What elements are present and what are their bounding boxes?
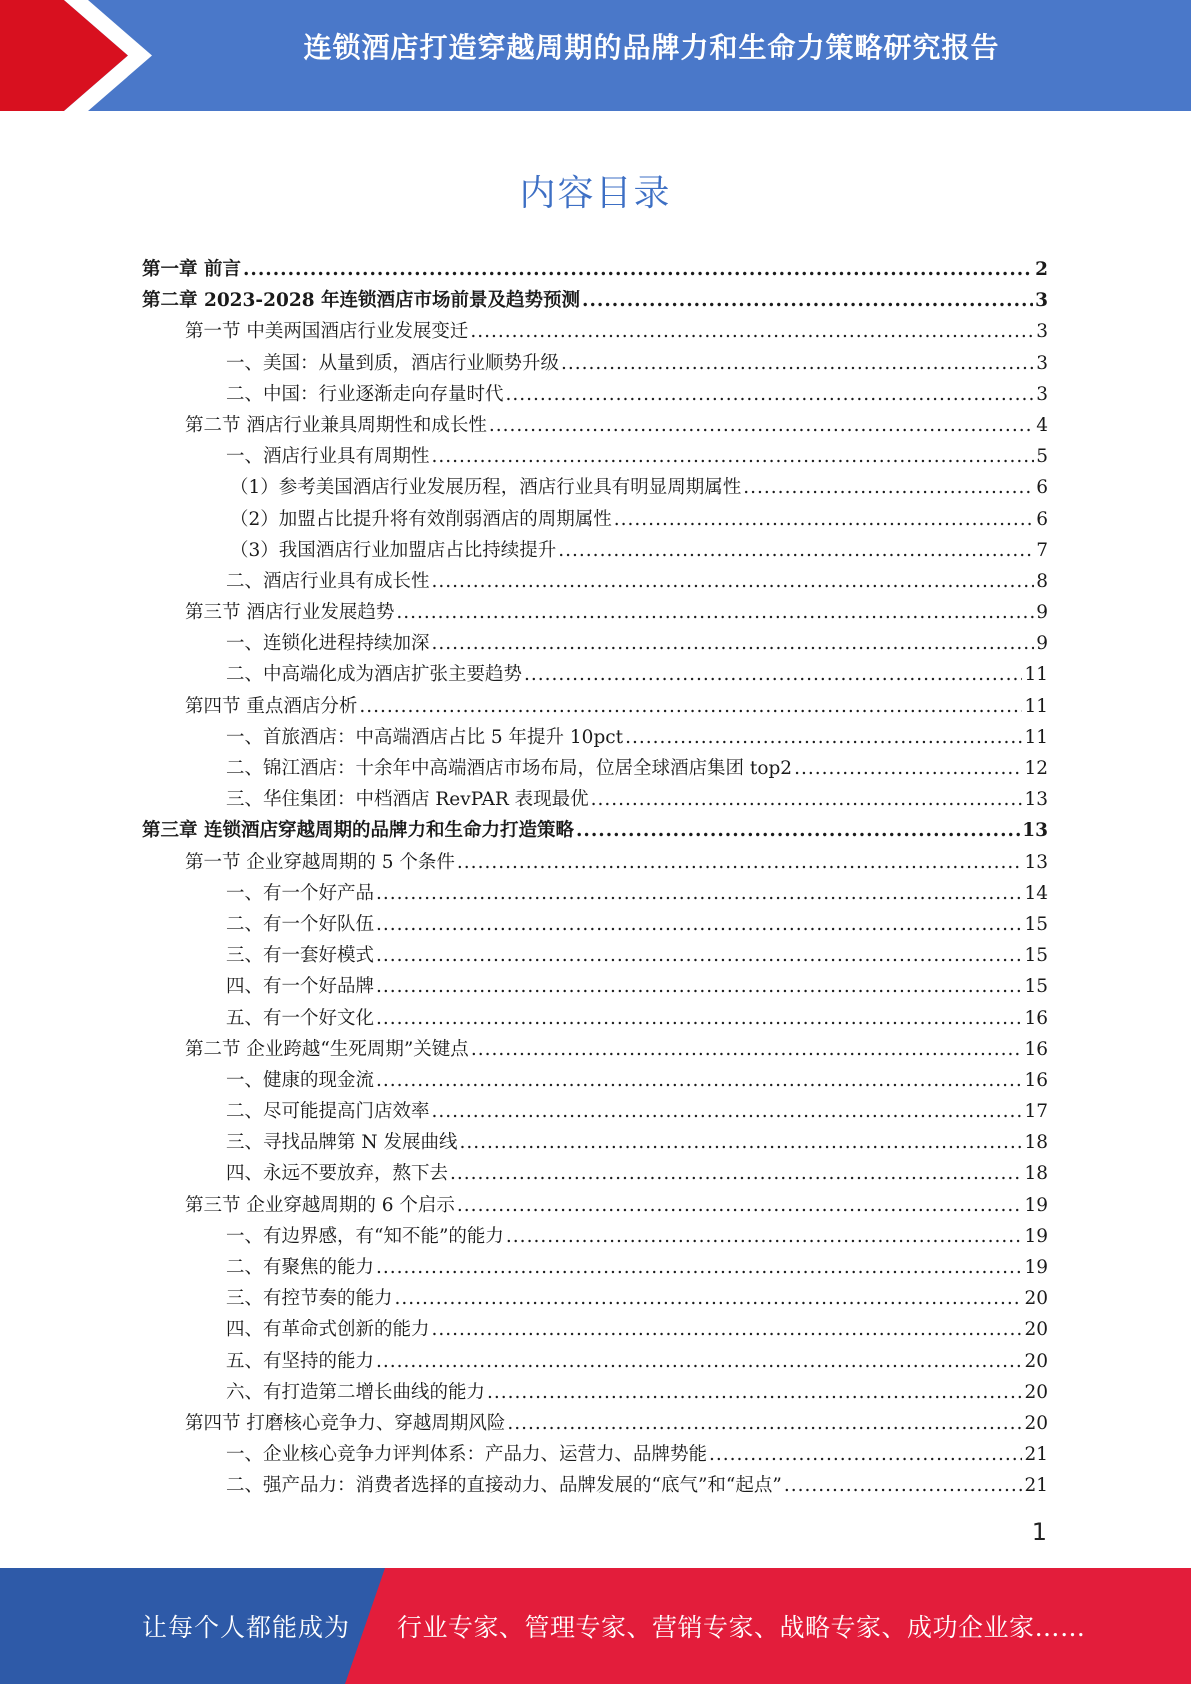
toc-dot-leader — [471, 1034, 1023, 1065]
toc-entry-page: 17 — [1024, 1101, 1048, 1123]
toc-entry-title: 二、尽可能提高门店效率 — [226, 1101, 430, 1123]
toc-entry[interactable] — [142, 504, 1048, 535]
toc-entry-page: 16 — [1024, 1069, 1048, 1091]
toc-entry-page: 13 — [1022, 820, 1048, 842]
header-banner — [0, 0, 1191, 111]
toc-entry[interactable] — [142, 784, 1048, 815]
toc-dot-leader — [395, 1283, 1023, 1314]
toc-entry-page: 15 — [1024, 913, 1048, 935]
toc-dot-leader — [784, 1470, 1023, 1501]
toc-entry-title: 第二节 企业跨越“生死周期”关键点 — [185, 1038, 469, 1060]
toc-dot-leader — [432, 1096, 1023, 1127]
footer-banner — [0, 1568, 1191, 1684]
toc-dot-leader — [376, 909, 1022, 940]
toc-entry[interactable] — [142, 940, 1048, 971]
toc-entry-page: 20 — [1024, 1319, 1048, 1341]
toc-dot-leader — [507, 1408, 1022, 1439]
toc-entry-title: 第三节 企业穿越周期的 6 个启示 — [185, 1194, 455, 1216]
toc-entry[interactable] — [142, 1252, 1048, 1283]
toc-entry-title: 二、酒店行业具有成长性 — [226, 570, 430, 592]
toc-entry-page: 3 — [1035, 290, 1048, 312]
toc-dot-leader — [561, 348, 1034, 379]
toc-entry-page: 20 — [1024, 1381, 1048, 1403]
toc-entry[interactable] — [142, 348, 1048, 379]
toc-dot-leader — [432, 1314, 1023, 1345]
toc-entry-page: 3 — [1036, 383, 1048, 405]
toc-entry-title: 五、有一个好文化 — [226, 1007, 375, 1029]
toc-entry-page: 20 — [1024, 1288, 1048, 1310]
toc-entry[interactable] — [142, 1283, 1048, 1314]
toc-entry[interactable] — [142, 1221, 1048, 1252]
toc-entry-title: 二、强产品力：消费者选择的直接动力、品牌发展的“底气”和“起点” — [226, 1475, 782, 1497]
toc-entry[interactable] — [142, 535, 1048, 566]
toc-entry-page: 5 — [1036, 446, 1048, 468]
toc-dot-leader — [376, 1252, 1022, 1283]
toc-entry[interactable] — [142, 1346, 1048, 1377]
toc-entry-page: 16 — [1024, 1007, 1048, 1029]
toc-entry-page: 19 — [1024, 1194, 1048, 1216]
toc-entry-title: （1）参考美国酒店行业发展历程，酒店行业具有明显周期属性 — [230, 477, 742, 499]
toc-entry-page: 21 — [1024, 1475, 1048, 1497]
toc-entry[interactable] — [142, 753, 1048, 784]
toc-dot-leader — [432, 628, 1035, 659]
toc-dot-leader — [243, 254, 1033, 285]
toc-entry-page: 20 — [1024, 1350, 1048, 1372]
toc-entry-title: 一、企业核心竞争力评判体系：产品力、运营力、品牌势能 — [226, 1444, 708, 1466]
toc-dot-leader — [506, 1221, 1023, 1252]
toc-entry-title: 三、有一套好模式 — [226, 945, 375, 967]
toc-entry[interactable] — [142, 847, 1048, 878]
toc-entry-title: 第一章 前言 — [142, 259, 241, 280]
toc-dot-leader — [457, 1190, 1023, 1221]
report-title: 连锁酒店打造穿越周期的品牌力和生命力策略研究报告 — [303, 31, 1000, 64]
toc-entry[interactable] — [142, 1314, 1048, 1345]
toc-entry-page: 18 — [1024, 1163, 1048, 1185]
toc-entry[interactable] — [142, 1003, 1048, 1034]
toc-entry-title: 一、连锁化进程持续加深 — [226, 633, 430, 655]
toc-dot-leader — [582, 285, 1033, 316]
toc-entry[interactable] — [142, 909, 1048, 940]
toc-dot-leader — [614, 504, 1034, 535]
toc-dot-leader — [709, 1439, 1022, 1470]
toc-dot-leader — [558, 535, 1034, 566]
toc-entry[interactable] — [142, 441, 1048, 472]
toc-dot-leader — [457, 847, 1023, 878]
toc-dot-leader — [376, 971, 1022, 1002]
toc-entry-title: 四、有革命式创新的能力 — [226, 1319, 430, 1341]
toc-dot-leader — [376, 1003, 1022, 1034]
toc-dot-leader — [450, 1158, 1022, 1189]
toc-entry-page: 2 — [1035, 259, 1048, 280]
toc-dot-leader — [625, 722, 1022, 753]
toc-entry-title: 一、有边界感，有“知不能”的能力 — [226, 1225, 504, 1247]
toc-entry-page: 9 — [1036, 602, 1048, 624]
toc-entry[interactable] — [142, 691, 1048, 722]
toc-entry-page: 3 — [1036, 321, 1048, 343]
footer-slogan-left: 让每个人都能成为 — [142, 1613, 351, 1642]
toc-dot-leader — [432, 441, 1035, 472]
toc-entry-page: 11 — [1024, 664, 1048, 686]
toc-entry-page: 12 — [1024, 758, 1048, 779]
toc-entry-title: 第三节 酒店行业发展趋势 — [185, 602, 395, 624]
toc-dot-leader — [489, 410, 1034, 441]
toc-entry-page: 14 — [1024, 882, 1048, 904]
toc-entry[interactable] — [142, 659, 1048, 690]
toc-entry-page: 9 — [1036, 633, 1048, 655]
toc-entry-title: 一、首旅酒店：中高端酒店占比 5 年提升 10pct — [226, 726, 624, 748]
toc-entry-page: 3 — [1036, 352, 1048, 374]
toc-entry-page: 16 — [1024, 1038, 1048, 1060]
toc-entry[interactable] — [142, 316, 1048, 347]
table-of-contents — [142, 254, 1048, 1502]
toc-entry[interactable] — [142, 472, 1048, 503]
toc-dot-leader — [359, 691, 1022, 722]
toc-entry-title: 第四节 打磨核心竞争力、穿越周期风险 — [185, 1412, 506, 1434]
toc-entry-title: 第二章 2023-2028 年连锁酒店市场前景及趋势预测 — [142, 290, 581, 312]
toc-entry[interactable] — [142, 1158, 1048, 1189]
toc-entry-title: （2）加盟占比提升将有效削弱酒店的周期属性 — [230, 508, 612, 530]
toc-entry-title: 五、有坚持的能力 — [226, 1350, 375, 1372]
toc-entry-page: 19 — [1024, 1225, 1048, 1247]
page-number: 1 — [1031, 1518, 1047, 1546]
toc-dot-leader — [376, 1065, 1022, 1096]
footer-slogan-right: 行业专家、管理专家、营销专家、战略专家、成功企业家…… — [397, 1613, 1086, 1642]
toc-entry[interactable] — [142, 1034, 1048, 1065]
toc-entry[interactable] — [142, 597, 1048, 628]
toc-entry-page: 7 — [1036, 539, 1048, 561]
toc-entry-title: 一、酒店行业具有周期性 — [226, 446, 430, 468]
toc-entry-page: 4 — [1036, 414, 1048, 436]
toc-dot-leader — [743, 472, 1034, 503]
toc-entry[interactable] — [142, 1377, 1048, 1408]
toc-entry-title: 二、中高端化成为酒店扩张主要趋势 — [226, 664, 523, 686]
toc-entry-page: 15 — [1024, 976, 1048, 998]
toc-entry[interactable] — [142, 628, 1048, 659]
toc-entry[interactable] — [142, 815, 1048, 846]
toc-dot-leader — [470, 316, 1034, 347]
toc-dot-leader — [432, 566, 1035, 597]
toc-dot-leader — [794, 753, 1022, 784]
toc-entry-title: 第二节 酒店行业兼具周期性和成长性 — [185, 414, 487, 436]
toc-entry-title: 二、锦江酒店：十余年中高端酒店市场布局，位居全球酒店集团 top2 — [226, 758, 793, 779]
toc-entry-title: 二、有聚焦的能力 — [226, 1257, 375, 1278]
toc-entry-title: 三、寻找品牌第 N 发展曲线 — [226, 1132, 458, 1154]
toc-entry[interactable] — [142, 1065, 1048, 1096]
toc-entry-page: 21 — [1024, 1444, 1048, 1466]
toc-dot-leader — [524, 659, 1022, 690]
toc-entry-title: 第三章 连锁酒店穿越周期的品牌力和生命力打造策略 — [142, 820, 574, 842]
toc-entry-page: 15 — [1024, 945, 1048, 967]
toc-entry[interactable] — [142, 254, 1048, 285]
toc-entry[interactable] — [142, 1127, 1048, 1158]
toc-entry-title: （3）我国酒店行业加盟店占比持续提升 — [230, 539, 557, 561]
toc-entry[interactable] — [142, 878, 1048, 909]
toc-entry[interactable] — [142, 1408, 1048, 1439]
toc-entry-title: 第一节 中美两国酒店行业发展变迁 — [185, 321, 469, 343]
toc-entry-title: 三、有控节奏的能力 — [226, 1288, 393, 1310]
toc-entry[interactable] — [142, 1096, 1048, 1127]
toc-entry-title: 第一节 企业穿越周期的 5 个条件 — [185, 851, 455, 873]
toc-entry[interactable] — [142, 1470, 1048, 1501]
toc-entry-page: 18 — [1024, 1132, 1048, 1154]
toc-dot-leader — [576, 815, 1020, 846]
toc-entry-title: 二、中国：行业逐渐走向存量时代 — [226, 383, 504, 405]
toc-entry[interactable] — [142, 285, 1048, 316]
toc-entry[interactable] — [142, 971, 1048, 1002]
toc-dot-leader — [506, 379, 1035, 410]
toc-dot-leader — [376, 1346, 1022, 1377]
toc-entry-title: 四、有一个好品牌 — [226, 976, 375, 998]
toc-entry[interactable] — [142, 379, 1048, 410]
toc-dot-leader — [396, 597, 1034, 628]
toc-entry-title: 一、有一个好产品 — [226, 882, 375, 904]
toc-dot-leader — [376, 878, 1022, 909]
toc-entry-title: 一、美国：从量到质，酒店行业顺势升级 — [226, 352, 560, 374]
toc-entry-page: 6 — [1036, 477, 1048, 499]
toc-entry[interactable] — [142, 722, 1048, 753]
toc-entry-page: 13 — [1024, 789, 1048, 811]
toc-dot-leader — [591, 784, 1023, 815]
toc-entry-title: 一、健康的现金流 — [226, 1069, 375, 1091]
toc-entry-page: 6 — [1036, 508, 1048, 530]
toc-entry-title: 二、有一个好队伍 — [226, 913, 375, 935]
toc-entry-title: 四、永远不要放弃，熬下去 — [226, 1163, 449, 1185]
toc-entry-title: 三、华住集团：中档酒店 RevPAR 表现最优 — [226, 789, 589, 811]
toc-dot-leader — [459, 1127, 1022, 1158]
toc-entry-page: 8 — [1036, 570, 1048, 592]
toc-entry-title: 六、有打造第二增长曲线的能力 — [226, 1381, 486, 1403]
toc-entry-page: 19 — [1024, 1257, 1048, 1278]
toc-entry-title: 第四节 重点酒店分析 — [185, 695, 358, 717]
toc-entry-page: 11 — [1024, 726, 1048, 748]
toc-dot-leader — [376, 940, 1022, 971]
toc-heading: 内容目录 — [519, 173, 672, 214]
toc-entry-page: 20 — [1024, 1412, 1048, 1434]
toc-dot-leader — [487, 1377, 1022, 1408]
toc-entry[interactable] — [142, 410, 1048, 441]
toc-entry[interactable] — [142, 1190, 1048, 1221]
toc-entry[interactable] — [142, 566, 1048, 597]
toc-entry[interactable] — [142, 1439, 1048, 1470]
toc-entry-page: 11 — [1024, 695, 1048, 717]
toc-entry-page: 13 — [1024, 851, 1048, 873]
